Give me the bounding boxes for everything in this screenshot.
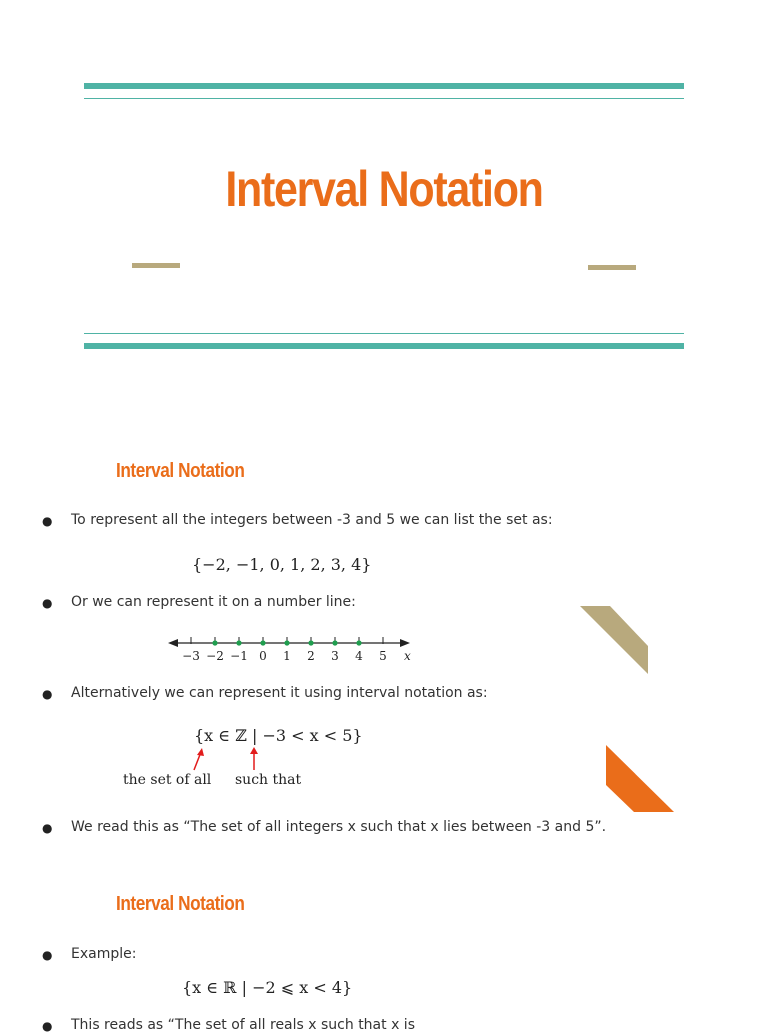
number-line-point <box>212 640 217 645</box>
annotation-such-that: such that <box>235 772 302 788</box>
number-line-tick-label: 4 <box>355 649 363 663</box>
bottom-teal-rule-thick <box>84 343 684 349</box>
tan-corner-decoration <box>580 606 650 676</box>
left-tan-dash <box>132 263 180 268</box>
number-line <box>160 628 420 668</box>
integer-set-list: {−2, −1, 0, 1, 2, 3, 4} <box>192 555 372 574</box>
bullet-dot: ● <box>42 514 53 528</box>
top-teal-rule-thick <box>84 83 684 89</box>
example-set-builder: {x ∈ ℝ | −2 ⩽ x < 4} <box>182 978 353 997</box>
bullet-dot: ● <box>42 687 53 701</box>
number-line-tick-label: −2 <box>206 649 224 663</box>
bullet-text-1: To represent all the integers between -3 and 5 we can list the set as: <box>71 512 553 528</box>
number-line-point <box>332 640 337 645</box>
number-line-point <box>284 640 289 645</box>
orange-corner-decoration <box>606 745 676 815</box>
number-line-point <box>308 640 313 645</box>
right-tan-dash <box>588 265 636 270</box>
annotation-arrows <box>186 746 276 774</box>
number-line-tick-label: 1 <box>283 649 291 663</box>
example-label: Example: <box>71 946 137 962</box>
number-line-point <box>356 640 361 645</box>
set-of-all-arrowhead <box>197 748 204 756</box>
bullet-text-3: Alternatively we can represent it using interval notation as: <box>71 685 488 701</box>
number-line-tick-label: 3 <box>331 649 339 663</box>
bullet-text-reads-as: This reads as “The set of all reals x such that x is <box>71 1017 415 1033</box>
number-line-tick-label: 0 <box>259 649 267 663</box>
number-line-tick-label: −3 <box>182 649 200 663</box>
page-title: Interval Notation <box>225 161 543 217</box>
number-line-tick-label: 5 <box>379 649 387 663</box>
bullet-text-2: Or we can represent it on a number line: <box>71 594 356 610</box>
number-line-point <box>236 640 241 645</box>
bullet-dot: ● <box>42 596 53 610</box>
section2-heading: Interval Notation <box>116 893 245 915</box>
annotation-set-of-all: the set of all <box>123 772 212 788</box>
bullet-dot: ● <box>42 948 53 962</box>
right-arrowhead <box>400 639 410 647</box>
number-line-point <box>260 640 265 645</box>
top-teal-rule-thin <box>84 98 684 99</box>
number-line-tick-label: −1 <box>230 649 248 663</box>
bottom-teal-rule-thin <box>84 333 684 334</box>
bullet-dot: ● <box>42 821 53 835</box>
such-that-arrowhead <box>250 747 258 754</box>
set-builder-notation: {x ∈ ℤ | −3 < x < 5} <box>194 726 363 745</box>
left-arrowhead <box>168 639 178 647</box>
number-line-tick-label: 2 <box>307 649 315 663</box>
section1-heading: Interval Notation <box>116 460 245 482</box>
bullet-text-4: We read this as “The set of all integers x such that x lies between -3 and 5”. <box>71 819 607 835</box>
number-line-variable: x <box>404 649 411 663</box>
bullet-dot: ● <box>42 1019 53 1033</box>
